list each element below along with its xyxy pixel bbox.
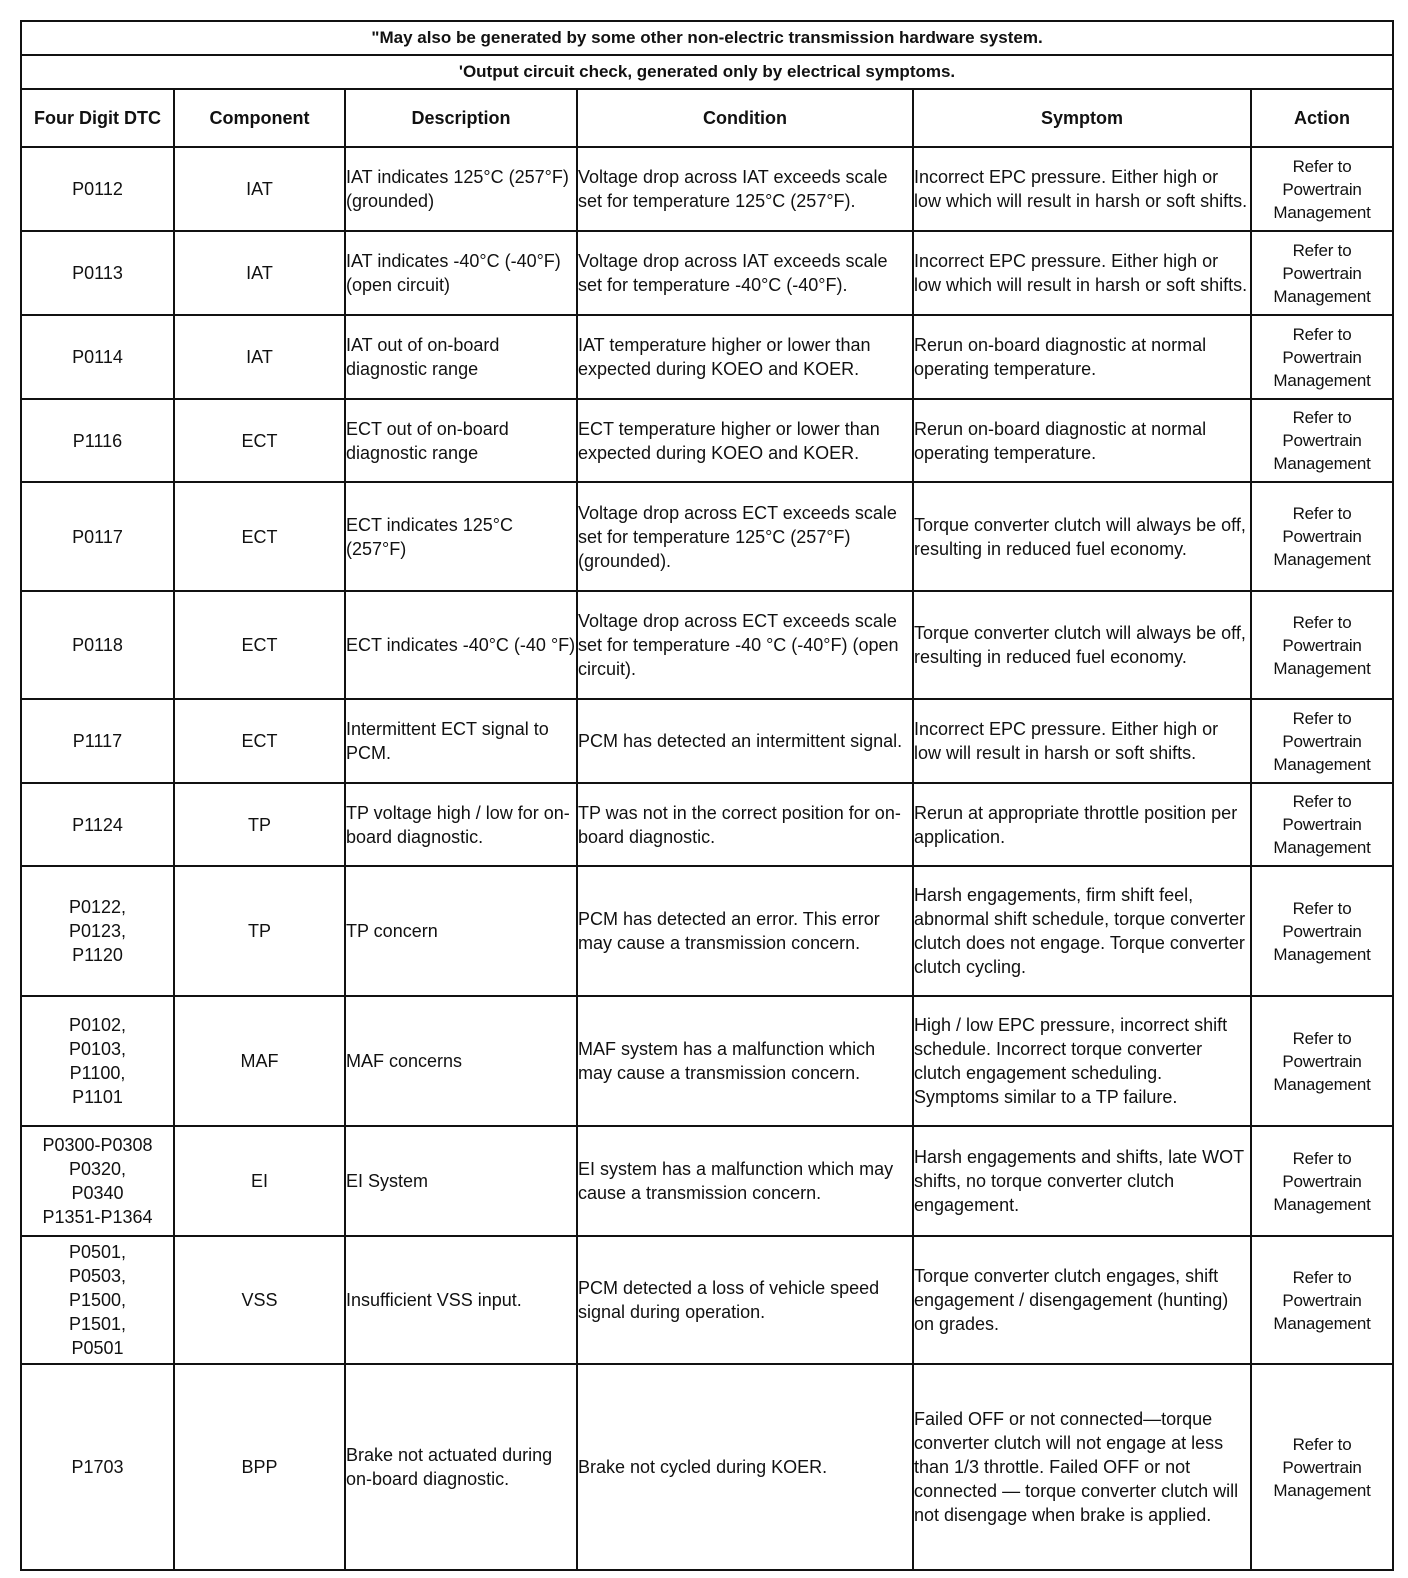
cell-description: ECT out of on-board diagnostic range (345, 399, 577, 482)
cell-component: ECT (174, 482, 345, 591)
table-row (21, 1126, 1393, 1236)
table-row (21, 783, 1393, 866)
table-row (21, 1364, 1393, 1570)
cell-condition: ECT temperature higher or lower than expected during KOEO and KOER. (577, 399, 913, 482)
table-row (21, 315, 1393, 399)
cell-symptom: Torque converter clutch engages, shift engagement / disengagement (hunting) on grades. (913, 1236, 1251, 1364)
cell-dtc: P0112 (21, 147, 174, 231)
table-row (21, 591, 1393, 699)
table-row (21, 399, 1393, 482)
cell-symptom: Rerun on-board diagnostic at normal operating temperature. (913, 315, 1251, 399)
cell-action: Refer to Powertrain Management (1251, 699, 1393, 783)
cell-condition: PCM has detected an intermittent signal. (577, 699, 913, 783)
cell-component: IAT (174, 231, 345, 315)
cell-component: IAT (174, 147, 345, 231)
table-row (21, 866, 1393, 996)
cell-dtc: P1703 (21, 1364, 174, 1570)
cell-dtc: P0114 (21, 315, 174, 399)
cell-action: Refer to Powertrain Management (1251, 1236, 1393, 1364)
col-header-description: Description (345, 89, 577, 147)
col-header-condition: Condition (577, 89, 913, 147)
cell-description: IAT out of on-board diagnostic range (345, 315, 577, 399)
cell-description: IAT indicates 125°C (257°F) (grounded) (345, 147, 577, 231)
cell-action: Refer to Powertrain Management (1251, 147, 1393, 231)
cell-action: Refer to Powertrain Management (1251, 1126, 1393, 1236)
cell-dtc: P0300-P0308 P0320, P0340 P1351-P1364 (21, 1126, 174, 1236)
cell-symptom: Incorrect EPC pressure. Either high or low will result in harsh or soft shifts. (913, 699, 1251, 783)
cell-symptom: Rerun on-board diagnostic at normal operating temperature. (913, 399, 1251, 482)
table-row (21, 147, 1393, 231)
cell-dtc: P0118 (21, 591, 174, 699)
cell-action: Refer to Powertrain Management (1251, 399, 1393, 482)
cell-condition: Voltage drop across ECT exceeds scale set for temperature 125°C (257°F) (grounded). (577, 482, 913, 591)
cell-action: Refer to Powertrain Management (1251, 231, 1393, 315)
cell-description: TP concern (345, 866, 577, 996)
cell-component: IAT (174, 315, 345, 399)
cell-condition: EI system has a malfunction which may cause a transmission concern. (577, 1126, 913, 1236)
cell-symptom: Torque converter clutch will always be off, resulting in reduced fuel economy. (913, 482, 1251, 591)
cell-symptom: Failed OFF or not connected—torque converter clutch will not engage at less than 1/3 throttle. Failed OFF or not connected — torque converter clutch will not disengage when brake is applied. (913, 1364, 1251, 1570)
cell-component: ECT (174, 399, 345, 482)
cell-dtc: P1116 (21, 399, 174, 482)
cell-condition: Voltage drop across IAT exceeds scale set for temperature 125°C (257°F). (577, 147, 913, 231)
col-header-action: Action (1251, 89, 1393, 147)
cell-symptom: Harsh engagements, firm shift feel, abnormal shift schedule, torque converter clutch does not engage. Torque converter clutch cycling. (913, 866, 1251, 996)
cell-description: ECT indicates 125°C (257°F) (345, 482, 577, 591)
cell-action: Refer to Powertrain Management (1251, 996, 1393, 1126)
cell-condition: IAT temperature higher or lower than expected during KOEO and KOER. (577, 315, 913, 399)
cell-condition: Brake not cycled during KOER. (577, 1364, 913, 1570)
cell-dtc: P0102, P0103, P1100, P1101 (21, 996, 174, 1126)
table-row (21, 1236, 1393, 1364)
cell-description: TP voltage high / low for on-board diagnostic. (345, 783, 577, 866)
cell-dtc: P1117 (21, 699, 174, 783)
cell-action: Refer to Powertrain Management (1251, 866, 1393, 996)
cell-condition: Voltage drop across IAT exceeds scale set for temperature -40°C (-40°F). (577, 231, 913, 315)
cell-action: Refer to Powertrain Management (1251, 783, 1393, 866)
cell-action: Refer to Powertrain Management (1251, 1364, 1393, 1570)
cell-condition: MAF system has a malfunction which may cause a transmission concern. (577, 996, 913, 1126)
col-header-symptom: Symptom (913, 89, 1251, 147)
cell-action: Refer to Powertrain Management (1251, 482, 1393, 591)
cell-symptom: Rerun at appropriate throttle position per application. (913, 783, 1251, 866)
cell-action: Refer to Powertrain Management (1251, 315, 1393, 399)
cell-dtc: P0501, P0503, P1500, P1501, P0501 (21, 1236, 174, 1364)
cell-dtc: P0113 (21, 231, 174, 315)
dtc-table-body (21, 147, 1393, 1570)
cell-condition: PCM detected a loss of vehicle speed signal during operation. (577, 1236, 913, 1364)
table-row (21, 996, 1393, 1126)
cell-description: Insufficient VSS input. (345, 1236, 577, 1364)
cell-action: Refer to Powertrain Management (1251, 591, 1393, 699)
cell-description: IAT indicates -40°C (-40°F) (open circuit) (345, 231, 577, 315)
cell-symptom: Incorrect EPC pressure. Either high or low which will result in harsh or soft shifts. (913, 231, 1251, 315)
cell-component: BPP (174, 1364, 345, 1570)
cell-component: ECT (174, 699, 345, 783)
cell-component: VSS (174, 1236, 345, 1364)
header-row (21, 89, 1393, 147)
cell-description: MAF concerns (345, 996, 577, 1126)
cell-condition: Voltage drop across ECT exceeds scale set for temperature -40 °C (-40°F) (open circuit). (577, 591, 913, 699)
cell-dtc: P0122, P0123, P1120 (21, 866, 174, 996)
table-row (21, 699, 1393, 783)
cell-symptom: High / low EPC pressure, incorrect shift schedule. Incorrect torque converter clutch engagement scheduling. Symptoms similar to a TP failure. (913, 996, 1251, 1126)
cell-description: EI System (345, 1126, 577, 1236)
footnote-hardware: "May also be generated by some other non-electric transmission hardware system. (21, 21, 1393, 55)
cell-condition: TP was not in the correct position for on-board diagnostic. (577, 783, 913, 866)
cell-symptom: Harsh engagements and shifts, late WOT shifts, no torque converter clutch engagement. (913, 1126, 1251, 1236)
cell-symptom: Torque converter clutch will always be off, resulting in reduced fuel economy. (913, 591, 1251, 699)
table-row (21, 231, 1393, 315)
cell-condition: PCM has detected an error. This error may cause a transmission concern. (577, 866, 913, 996)
cell-symptom: Incorrect EPC pressure. Either high or low which will result in harsh or soft shifts. (913, 147, 1251, 231)
col-header-dtc: Four Digit DTC (21, 89, 174, 147)
cell-description: Intermittent ECT signal to PCM. (345, 699, 577, 783)
cell-component: EI (174, 1126, 345, 1236)
cell-component: MAF (174, 996, 345, 1126)
dtc-table (20, 20, 1394, 1571)
cell-dtc: P0117 (21, 482, 174, 591)
cell-description: Brake not actuated during on-board diagnostic. (345, 1364, 577, 1570)
cell-description: ECT indicates -40°C (-40 °F) (345, 591, 577, 699)
cell-component: TP (174, 866, 345, 996)
footnote-output-circuit: 'Output circuit check, generated only by electrical symptoms. (21, 55, 1393, 89)
table-row (21, 482, 1393, 591)
cell-component: TP (174, 783, 345, 866)
cell-dtc: P1124 (21, 783, 174, 866)
col-header-component: Component (174, 89, 345, 147)
cell-component: ECT (174, 591, 345, 699)
